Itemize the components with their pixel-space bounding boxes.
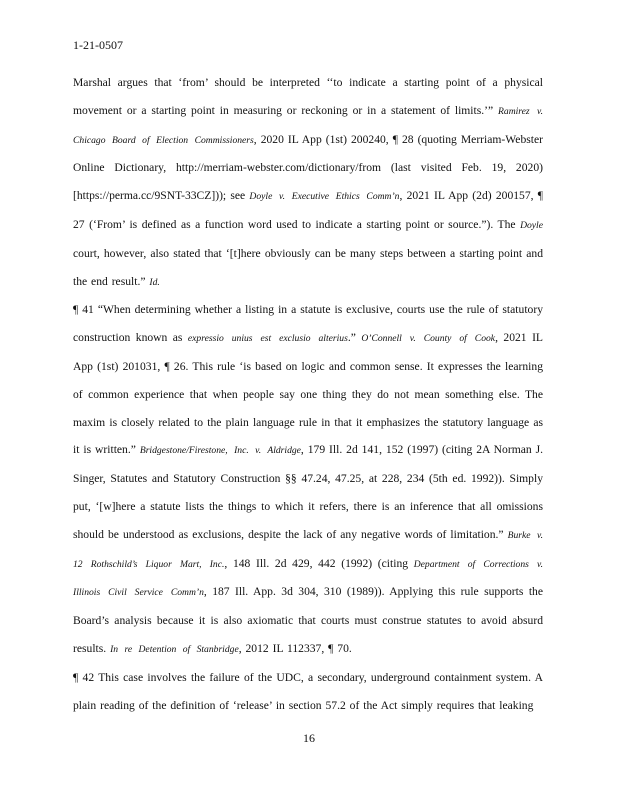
citation-italic: Department of Corrections v. Illinois Civil Service Comm’n — [73, 558, 543, 599]
citation-italic: Ramirez v. Chicago Board of Election Commissioners — [73, 105, 543, 146]
paragraph-text: , 187 Ill. App. 3d 304, 310 (1989)). Applying this rule supports the Board’s analysis because it is also axiomatic that courts must construe statutes to avoid absurd results. — [73, 585, 543, 655]
citation-italic: O’Connell v. County of Cook — [361, 333, 496, 345]
paragraph-text: , 2020 IL App (1st) 200240, ¶ 28 (quoting Merriam-Webster Online Dictionary, http://merriam-webster.com/dictionary/from (last visited Feb. 19, 2020) [https://perma.cc/9SNT-33CZ])); see — [73, 132, 543, 203]
citation-italic: Doyle — [520, 219, 543, 231]
citation-italic: Burke v. 12 Rothschild’s Liquor Mart, Inc. — [73, 529, 544, 570]
citation-italic: expressio unius est exclusio alterius — [187, 333, 348, 345]
paragraph-text: , 2021 IL App (1st) 201031, ¶ 26. This rule ‘is based on logic and common sense. It expresses the learning of common experience that when people say one thing they do not mean something else. The maxim is closely related to the plain language rule in that it emphasizes the statutory language as it is written.” — [73, 331, 544, 457]
paragraph-text: Marshal argues that ‘from’ should be interpreted ‘‘to indicate a starting point of a physical movement or a starting point in measuring or reckoning or in a statement of limits.’” — [73, 76, 543, 117]
paragraph-text: ¶ 42 This case involves the failure of the UDC, a secondary, underground containment system. A plain reading of the definition of ‘release’ in section 57.2 of the Act simply requires that leaking — [73, 670, 543, 712]
citation-italic: In re Detention of Stanbridge — [110, 643, 239, 655]
paragraph — [73, 664, 543, 720]
case-number: 1-21-0507 — [73, 38, 123, 52]
paragraph — [73, 296, 543, 663]
paragraph-text: .” — [347, 331, 362, 345]
paragraph — [73, 69, 543, 296]
paragraph-text: , 179 Ill. 2d 141, 152 (1997) (citing 2A Norman J. Singer, Statutes and Statutory Construction §§ 47.24, 47.25, at 228, 234 (5th ed. 1992)). Simply put, ‘[w]here a statute lists the things to which it refers, there is an inference that all omissions should be understood as exclusions, despite the lack of any negative words of limitation.” — [73, 443, 543, 541]
paragraph-text: , 2021 IL App (2d) 200157, ¶ 27 (‘From’ is defined as a function word used to indicate a starting point or source.”). The — [73, 189, 544, 231]
document-body — [73, 69, 543, 719]
citation-italic: Id. — [149, 276, 160, 288]
citation-italic: Doyle v. Executive Ethics Comm’n — [249, 191, 400, 203]
paragraph-text: ¶ 41 “When determining whether a listing in a statute is exclusive, courts use the rule of statutory construction known as — [73, 303, 543, 345]
page-number: 16 — [303, 731, 315, 745]
citation-italic: Bridgestone/Firestone, Inc. v. Aldridge — [139, 445, 301, 457]
paragraph-text: court, however, also stated that ‘[t]here obviously can be many steps between a starting point and the end result.” — [73, 246, 543, 288]
paragraph-text: , 2012 IL 112337, ¶ 70. — [238, 641, 352, 655]
paragraph-text: , 148 Ill. 2d 429, 442 (1992) (citing — [224, 556, 414, 570]
